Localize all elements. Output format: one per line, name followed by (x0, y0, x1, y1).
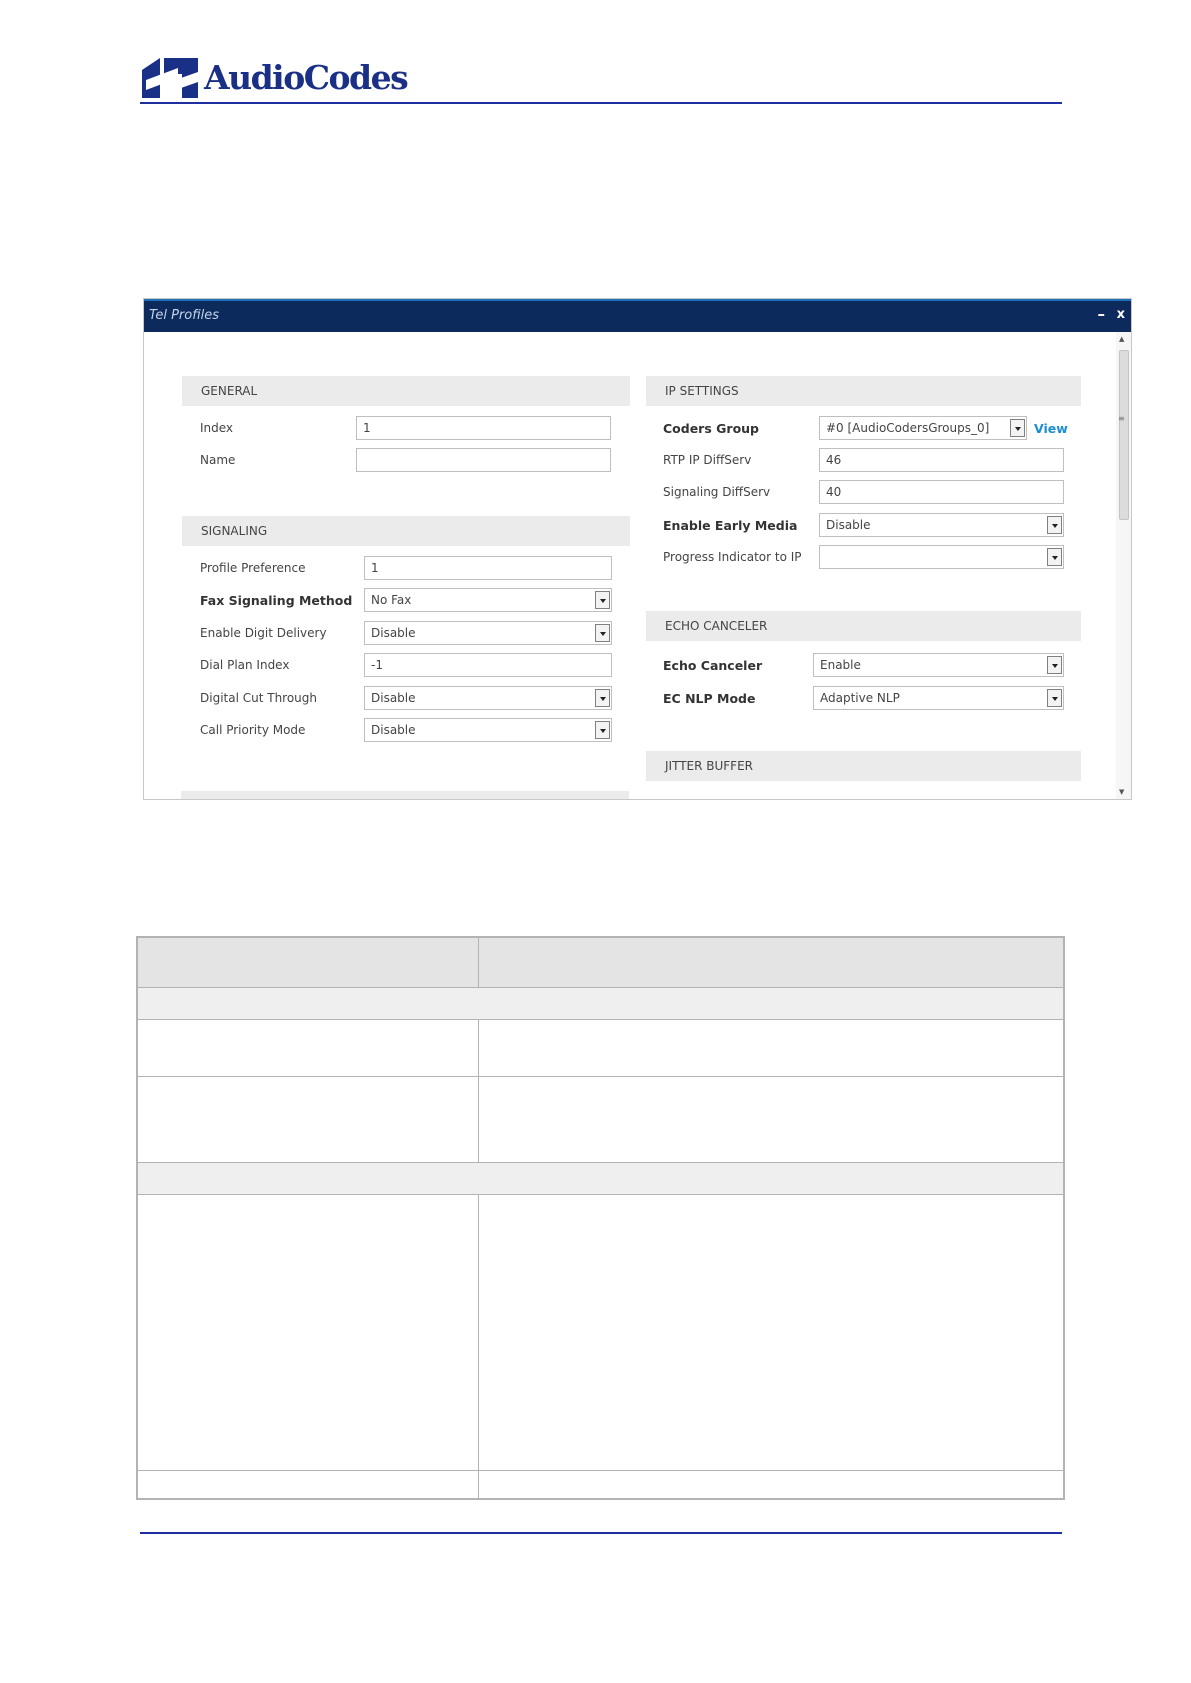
chevron-down-icon[interactable] (1047, 689, 1062, 707)
section-ip-settings: IP SETTINGS (646, 376, 1081, 406)
scroll-thumb[interactable] (1119, 350, 1129, 520)
minimize-button[interactable]: – (1097, 305, 1105, 323)
progress-indicator-select[interactable] (819, 545, 1064, 569)
echo-canceler-value: Enable (820, 658, 861, 672)
profile-preference-field[interactable]: 1 (364, 556, 612, 580)
table-divider (478, 1020, 479, 1163)
dialog-titlebar (144, 299, 1131, 332)
ec-nlp-select[interactable] (813, 686, 1064, 710)
footer-rule (140, 1532, 1062, 1534)
header-rule (140, 102, 1062, 104)
audiocodes-logo (142, 56, 407, 98)
call-priority-select[interactable] (364, 718, 612, 742)
chevron-down-icon[interactable] (595, 689, 610, 707)
table-header-row (138, 938, 1063, 988)
dialog-title: Tel Profiles (149, 308, 219, 323)
fax-signaling-label: Fax Signaling Method (200, 593, 353, 608)
close-button[interactable]: x (1116, 307, 1125, 322)
chevron-down-icon[interactable] (595, 591, 610, 609)
fax-signaling-value: No Fax (371, 593, 412, 607)
early-media-select[interactable] (819, 513, 1064, 537)
signaling-diffserv-label: Signaling DiffServ (663, 485, 771, 499)
table-row (138, 1077, 1063, 1163)
section-echo-canceler: ECHO CANCELER (646, 611, 1081, 641)
cut-through-label: Digital Cut Through (200, 691, 318, 705)
ec-nlp-label: EC NLP Mode (663, 691, 756, 706)
dial-plan-label: Dial Plan Index (200, 658, 290, 672)
early-media-label: Enable Early Media (663, 518, 798, 533)
section-signaling: SIGNALING (182, 516, 630, 546)
parameter-table (136, 936, 1065, 1500)
coders-group-select[interactable] (819, 416, 1027, 440)
digit-delivery-value: Disable (371, 626, 416, 640)
chevron-down-icon[interactable] (1010, 419, 1025, 437)
tel-profiles-dialog (143, 298, 1132, 800)
echo-canceler-label: Echo Canceler (663, 658, 763, 673)
index-label: Index (200, 421, 234, 435)
table-divider (478, 1195, 479, 1498)
chevron-down-icon[interactable] (595, 721, 610, 739)
echo-canceler-select[interactable] (813, 653, 1064, 677)
chevron-down-icon[interactable] (1047, 516, 1062, 534)
section-jitter-buffer: JITTER BUFFER (646, 751, 1081, 781)
dialog-scrollbar[interactable] (1116, 332, 1131, 799)
call-priority-value: Disable (371, 723, 416, 737)
clipped-section-header (181, 791, 629, 800)
coders-group-label: Coders Group (663, 421, 760, 436)
profile-preference-label: Profile Preference (200, 561, 306, 575)
index-field[interactable]: 1 (356, 416, 611, 440)
table-group-row (138, 988, 1063, 1020)
table-divider (478, 938, 479, 988)
dial-plan-field[interactable]: -1 (364, 653, 612, 677)
call-priority-label: Call Priority Mode (200, 723, 306, 737)
name-field[interactable] (356, 448, 611, 472)
table-row (138, 1195, 1063, 1471)
table-group-row (138, 1163, 1063, 1195)
fax-signaling-select[interactable] (364, 588, 612, 612)
cut-through-value: Disable (371, 691, 416, 705)
view-coders-link[interactable]: View (1034, 421, 1068, 436)
logo-text: AudioCodes (204, 58, 408, 97)
digit-delivery-select[interactable] (364, 621, 612, 645)
rtp-diffserv-field[interactable]: 46 (819, 448, 1064, 472)
name-label: Name (200, 453, 236, 467)
scroll-grip-icon: ≡ (1118, 414, 1125, 423)
rtp-diffserv-label: RTP IP DiffServ (663, 453, 752, 467)
chevron-down-icon[interactable] (595, 624, 610, 642)
early-media-value: Disable (826, 518, 871, 532)
logo-mark-icon (142, 58, 198, 98)
chevron-down-icon[interactable] (1047, 656, 1062, 674)
cut-through-select[interactable] (364, 686, 612, 710)
scroll-up-icon[interactable]: ▲ (1119, 335, 1125, 343)
table-row (138, 1471, 1063, 1498)
digit-delivery-label: Enable Digit Delivery (200, 626, 327, 640)
section-general: GENERAL (182, 376, 630, 406)
chevron-down-icon[interactable] (1047, 548, 1062, 566)
progress-indicator-label: Progress Indicator to IP (663, 550, 802, 564)
coders-group-value: #0 [AudioCodersGroups_0] (826, 421, 990, 435)
table-row (138, 1020, 1063, 1077)
signaling-diffserv-field[interactable]: 40 (819, 480, 1064, 504)
scroll-down-icon[interactable]: ▼ (1119, 788, 1125, 796)
ec-nlp-value: Adaptive NLP (820, 691, 900, 705)
